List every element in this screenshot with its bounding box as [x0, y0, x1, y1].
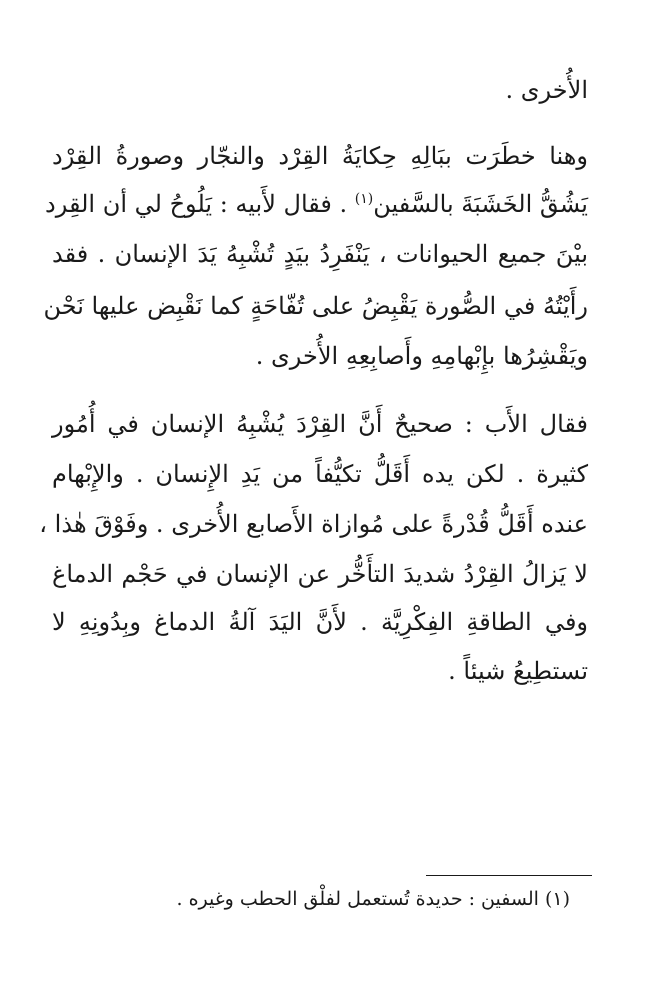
footnote: [177, 888, 571, 910]
text-line: كثيرة . لكن يده أَقَلُّ تكيُّفاً من يَدِ الإِنسان . والإِبْهام: [52, 460, 588, 488]
text-fragment: يَشُقُّ الخَشَبَةَ بالسَّفين: [373, 190, 588, 218]
text-line: ويَقْشِرُها بإِبْهامِهِ وأَصابِعِهِ الأُخرى .: [255, 342, 588, 370]
text-line: رأَيْتُهُ في الصُّورة يَقْبِضُ على تُفّاحَةٍ كما نَقْبِض عليها نَحْن: [43, 292, 588, 320]
text-line: فقال الأَب : صحيحٌ أَنَّ القِرْدَ يُشْبِهُ الإنسان في أُمُور: [52, 410, 588, 438]
footnote-number: (١): [544, 888, 570, 910]
text-fragment: . فقال لأَبيه : يَلُوحُ لي أن القِرد: [45, 190, 348, 218]
text-line: [45, 190, 588, 219]
text-line: لا يَزالُ القِرْدُ شديدَ التأَخُّر عن الإنسان في حَجْم الدماغ: [52, 560, 588, 588]
text-line: عنده أَقَلُّ قُدْرةً على مُوازاة الأَصابع الأُخرى . وفَوْقَ هٰذا ،: [39, 510, 588, 538]
text-line: وهنا خطَرَت ببَالِهِ حِكايَةُ القِرْد والنجّار وصورةُ القِرْد: [52, 142, 588, 170]
text-line: بيْنَ جميع الحيوانات ، يَنْفَرِدُ بيَدٍ تُشْبِهُ يَدَ الإنسان . فقد: [52, 240, 589, 268]
footnote-reference: (١): [354, 191, 374, 207]
text-line: الأُخرى .: [505, 76, 588, 104]
text-line: تستطِيعُ شيئاً .: [448, 657, 588, 685]
text-line: وفي الطاقةِ الفِكْرِيَّة . لأَنَّ اليَدَ آلةُ الدماغ وبِدُونِهِ لا: [52, 608, 588, 636]
footnote-divider: [426, 875, 592, 876]
footnote-text: السفين : حديدة تُستعمل لفلْق الحطب وغيره .: [176, 888, 539, 910]
